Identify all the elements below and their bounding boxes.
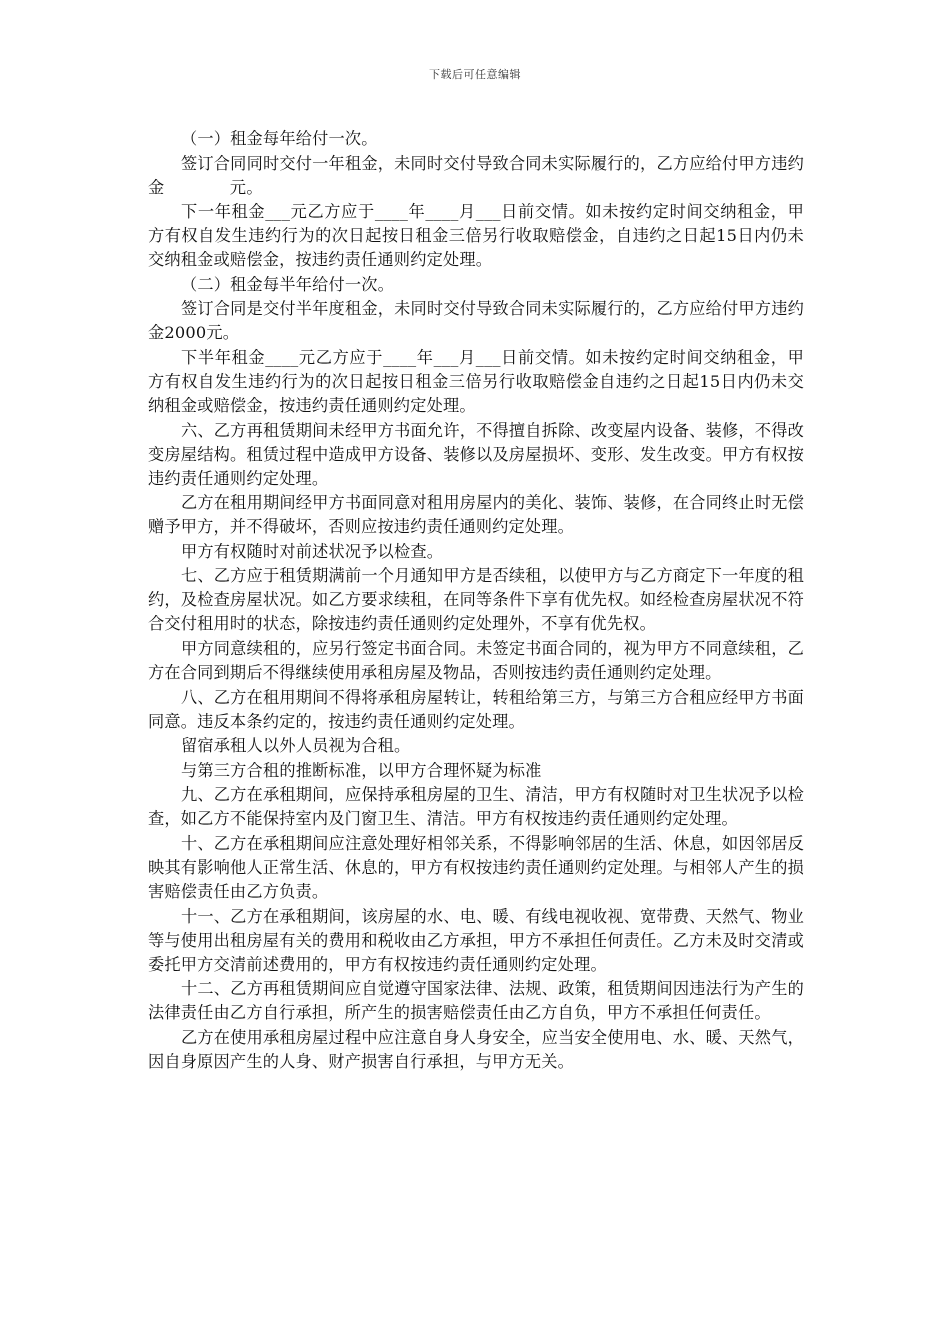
paragraph-annual-penalty: 签订合同同时交付一年租金，未同时交付导致合同未实际履行的，乙方应给付甲方违约金 元。 [148,153,804,197]
paragraph-clause-7-renewal: 甲方同意续租的，应另行签定书面合同。未签定书面合同的，视为甲方不同意续租，乙方在合同到期后不得继续使用承租房屋及物品，否则按违约责任通则约定处理。 [148,638,804,682]
paragraph-rent-annual: （一）租金每年给付一次。 [181,129,378,148]
document-body [148,127,804,1074]
paragraph-clause-6: 六、乙方再租赁期间未经甲方书面允许，不得擅自拆除、改变屋内设备、装修，不得改变房屋结构。租赁过程中造成甲方设备、装修以及房屋损坏、变形、发生改变。甲方有权按违约责任通则约定处理。 [148,420,804,488]
paragraph-clause-9: 九、乙方在承租期间，应保持承租房屋的卫生、清洁，甲方有权随时对卫生状况予以检查，如乙方不能保持室内及门窗卫生、清洁。甲方有权按违约责任通则约定处理。 [148,785,804,829]
paragraph-semiannual-penalty: 签订合同是交付半年度租金，未同时交付导致合同未实际履行的，乙方应给付甲方违约金2000元。 [148,299,804,343]
paragraph-clause-7: 七、乙方应于租赁期满前一个月通知甲方是否续租，以使甲方与乙方商定下一年度的租约，及检查房屋状况。如乙方要求续租，在同等条件下享有优先权。如经检查房屋状况不符合交付租用时的状态，除按违约责任通则约定处理外，不享有优先权。 [148,566,804,634]
paragraph-clause-8-standard: 与第三方合租的推断标准，以甲方合理怀疑为标准 [181,760,542,780]
paragraph-clause-10: 十、乙方在承租期间应注意处理好相邻关系，不得影响邻居的生活、休息，如因邻居反映其有影响他人正常生活、休息的，甲方有权按违约责任通则约定处理。与相邻人产生的损害赔偿责任由乙方负责。 [148,833,804,901]
paragraph-second-half-rent: 下半年租金____元乙方应于____年___月___日前交情。如未按约定时间交纳租金，甲方有权自发生违约行为的次日起按日租金三倍另行收取赔偿金自违约之日起15日内仍未交纳租金或赔偿金，按违约责任通则约定处理。 [148,347,804,415]
paragraph-clause-8: 八、乙方在租用期间不得将承租房屋转让，转租给第三方，与第三方合租应经甲方书面同意。违反本条约定的，按违约责任通则约定处理。 [148,687,804,731]
paragraph-clause-12-safety: 乙方在使用承租房屋过程中应注意自身人身安全，应当安全使用电、水、暖、天然气，因自身原因产生的人身、财产损害自行承担，与甲方无关。 [148,1027,804,1071]
paragraph-clause-8-guests: 留宿承租人以外人员视为合租。 [181,736,411,756]
paragraph-clause-12: 十二、乙方再租赁期间应自觉遵守国家法律、法规、政策，租赁期间因违法行为产生的法律责任由乙方自行承担，所产生的损害赔偿责任由乙方自负，甲方不承担任何责任。 [148,979,804,1023]
paragraph-clause-11: 十一、乙方在承租期间，该房屋的水、电、暖、有线电视收视、宽带费、天然气、物业等与使用出租房屋有关的费用和税收由乙方承担，甲方不承担任何责任。乙方未及时交清或委托甲方交清前述费用的，甲方有权按违约责任通则约定处理。 [148,906,804,974]
paragraph-clause-6-inspection: 甲方有权随时对前述状况予以检查。 [181,541,444,561]
paragraph-rent-semiannual: （二）租金每半年给付一次。 [181,274,395,294]
paragraph-next-year-rent: 下一年租金___元乙方应于____年____月___日前交情。如未按约定时间交纳租金，甲方有权自发生违约行为的次日起按日租金三倍另行收取赔偿金，自违约之日起15日内仍未交纳租金或赔偿金，按违约责任通则约定处理。 [148,202,804,270]
paragraph-clause-6-decoration: 乙方在租用期间经甲方书面同意对租用房屋内的美化、装饰、装修，在合同终止时无偿赠予甲方，并不得破坏，否则应按违约责任通则约定处理。 [148,493,804,537]
page-header-note: 下载后可任意编辑 [429,68,521,81]
